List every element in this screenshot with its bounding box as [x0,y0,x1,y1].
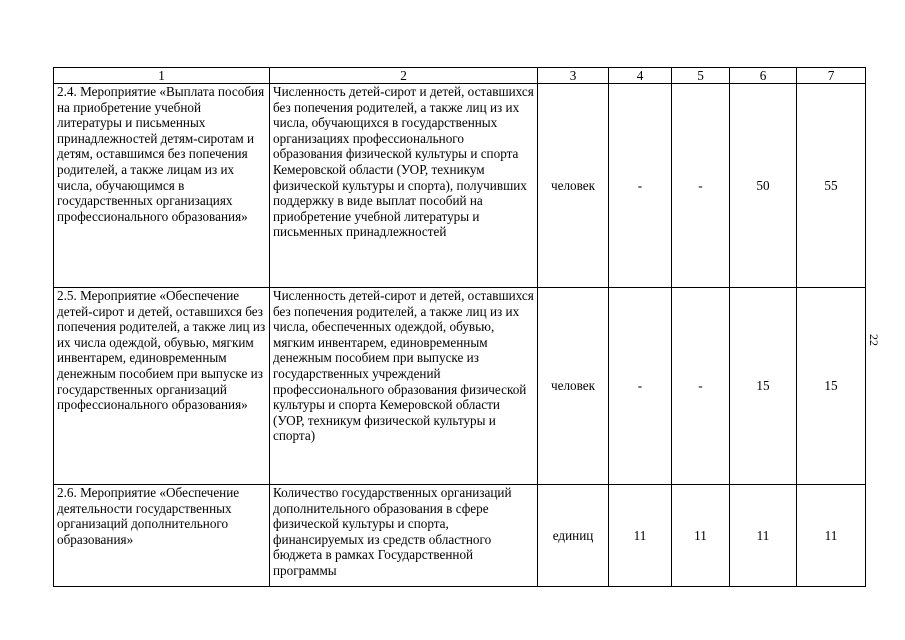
unit-cell: человек [538,288,609,485]
column-header-5: 5 [672,68,730,84]
activity-cell: 2.5. Мероприятие «Обеспечение детей-сирот и детей, оставшихся без попечения родителей, а также лиц из их числа одеждой, обувью, мягким инвентарем, единовременным денежным пособием при выпуске из государственных организаций профессионального образования» [54,288,270,485]
value-cell-7: 11 [797,485,866,587]
value-cell-7: 55 [797,84,866,288]
column-header-3: 3 [538,68,609,84]
value-cell-4: - [609,288,672,485]
column-header-1: 1 [54,68,270,84]
column-header-6: 6 [730,68,797,84]
header-row [54,68,866,84]
value-cell-5: - [672,288,730,485]
column-header-4: 4 [609,68,672,84]
indicators-table [53,67,866,587]
activity-cell: 2.4. Мероприятие «Выплата пособия на приобретение учебной литературы и письменных принадлежностей детям-сиротам и детям, оставшимся без попечения родителей, а также лицам из их числа, обучающимся в государственных организациях профессионального образования» [54,84,270,288]
table-row [54,288,866,485]
indicator-cell: Численность детей-сирот и детей, оставшихся без попечения родителей, а также лиц из их числа, обеспеченных одеждой, обувью, мягким инвентарем, единовременным денежным пособием при выпуске из государственных учреждений профессионального образования физической культуры и спорта Кемеровской области (УОР, техникум физической культуры и спорта) [270,288,538,485]
value-cell-5: 11 [672,485,730,587]
value-cell-5: - [672,84,730,288]
table-row [54,485,866,587]
column-header-7: 7 [797,68,866,84]
value-cell-6: 15 [730,288,797,485]
value-cell-4: 11 [609,485,672,587]
value-cell-4: - [609,84,672,288]
value-cell-6: 50 [730,84,797,288]
indicator-cell: Количество государственных организаций дополнительного образования в сфере физической культуры и спорта, финансируемых из средств областного бюджета в рамках Государственной программы [270,485,538,587]
indicator-cell: Численность детей-сирот и детей, оставшихся без попечения родителей, а также лиц из их числа, обучающихся в государственных организациях профессионального образования физической культуры и спорта Кемеровской области (УОР, техникум физической культуры и спорта), получивших поддержку в виде выплат пособий на приобретение учебной литературы и письменных принадлежностей [270,84,538,288]
unit-cell: человек [538,84,609,288]
page-number: 22 [867,334,881,346]
table-row [54,84,866,288]
activity-cell: 2.6. Мероприятие «Обеспечение деятельности государственных организаций дополнительного образования» [54,485,270,587]
column-header-2: 2 [270,68,538,84]
value-cell-6: 11 [730,485,797,587]
value-cell-7: 15 [797,288,866,485]
unit-cell: единиц [538,485,609,587]
